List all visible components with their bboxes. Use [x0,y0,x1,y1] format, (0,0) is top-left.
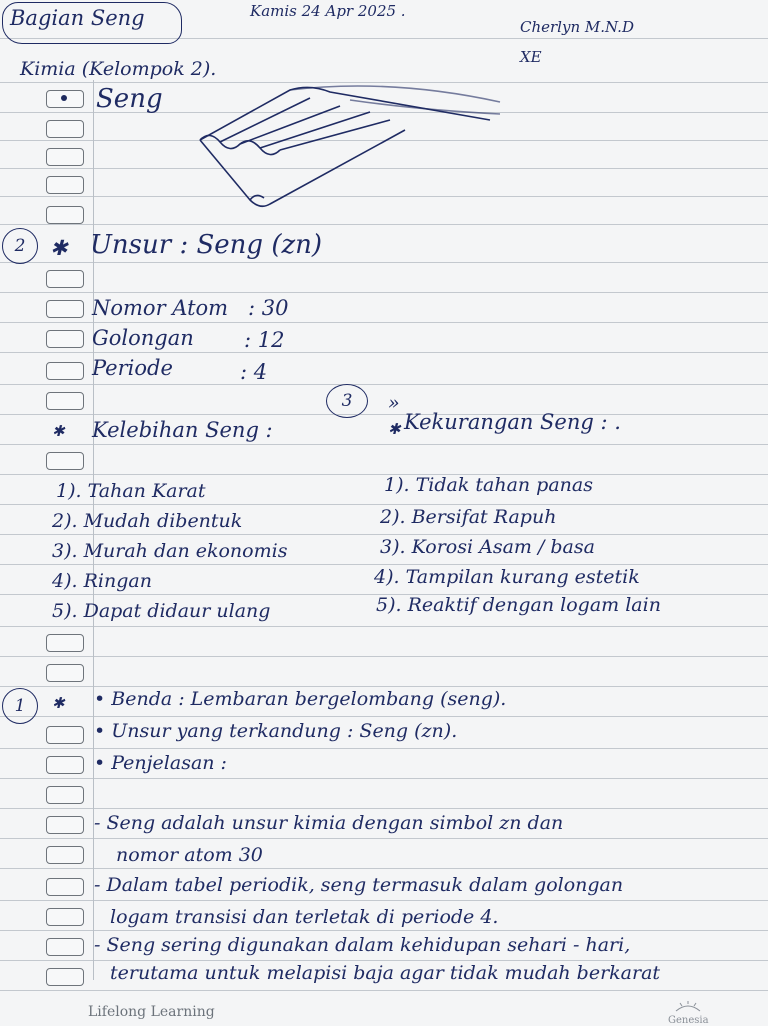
disadvantages-heading: Kekurangan Seng : . [404,410,621,434]
rule-line [0,262,768,263]
checkbox [46,392,84,410]
rule-line [0,868,768,869]
rule-line [0,930,768,931]
explanation-line: nomor atom 30 [116,844,263,866]
footer-logo-text: Genesia [668,1015,709,1026]
advantage-item: 3). Murah dan ekonomis [52,540,288,562]
explanation-line: - Seng adalah unsur kimia dengan simbol zn dan [94,812,564,834]
checkbox [46,908,84,926]
section3-arrow: » [388,392,400,414]
rule-line [0,444,768,445]
footer-logo [668,1000,709,1026]
rule-line [0,838,768,839]
section3-number-circle: 3 [326,384,368,418]
advantage-item: 2). Mudah dibentuk [52,510,243,532]
bullet-item: • Benda : Lembaran bergelombang (seng). [94,688,507,710]
checkbox [46,148,84,166]
advantage-item: 5). Dapat didaur ulang [52,600,271,622]
checkbox [46,938,84,956]
fact-label: Nomor Atom [92,296,229,320]
rule-line [0,900,768,901]
author-name: Cherlyn M.N.D [520,18,634,36]
section2-number-circle: 2 [2,228,38,264]
rule-line [0,656,768,657]
rule-line [0,504,768,505]
checkbox [46,878,84,896]
rule-line [0,748,768,749]
checkbox [46,664,84,682]
disadvantage-item: 3). Korosi Asam / basa [380,536,595,558]
rule-line [0,534,768,535]
disadvantage-item: 5). Reaktif dengan logam lain [376,594,661,616]
checkbox [46,816,84,834]
rule-line [0,352,768,353]
section2-heading: Unsur : Seng (zn) [90,230,323,260]
fact-value: : 12 [244,328,285,352]
checkbox [46,120,84,138]
class-label: XE [520,48,542,66]
checkbox [46,726,84,744]
checkbox [46,330,84,348]
rule-line [0,960,768,961]
bullet-item: • Penjelasan : [94,752,227,774]
section4-number-circle: 1 [2,688,38,724]
rule-line [0,292,768,293]
disadvantage-item: 1). Tidak tahan panas [384,474,593,496]
advantage-item: 4). Ringan [52,570,152,592]
advantages-heading: Kelebihan Seng : [92,418,273,442]
checkbox [46,786,84,804]
rule-line [0,384,768,385]
checkbox [46,968,84,986]
rule-line [0,716,768,717]
rule-line [0,778,768,779]
section3-star-icon: ✱ [52,422,65,440]
fact-value: : 4 [240,360,268,384]
fact-label: Golongan [92,326,194,350]
disadvantage-item: 2). Bersifat Rapuh [380,506,557,528]
rule-line [0,808,768,809]
footer-brand-text: Lifelong Learning [88,1004,215,1020]
disadvantage-item: 4). Tampilan kurang estetik [374,566,640,588]
section2-star-icon: ✱ [50,236,68,260]
checkbox [46,634,84,652]
bullet-item: • Unsur yang terkandung : Seng (zn). [94,720,458,742]
rule-line [0,564,768,565]
rule-line [0,626,768,627]
fact-label: Periode [92,356,173,380]
subject-heading: Kimia (Kelompok 2). [20,58,217,80]
rule-line [0,686,768,687]
section1-heading: Seng [96,84,163,114]
rule-line [0,322,768,323]
checkbox [46,452,84,470]
rule-line [0,414,768,415]
disadvantages-star-icon: ✱ [388,420,401,438]
rule-line [0,990,768,991]
checkbox [46,176,84,194]
checkbox [46,362,84,380]
checkbox [46,300,84,318]
explanation-line: - Seng sering digunakan dalam kehidupan sehari - hari, [94,934,631,956]
fact-value: : 30 [248,296,289,320]
explanation-line: - Dalam tabel periodik, seng termasuk dalam golongan [94,874,624,896]
explanation-line: terutama untuk melapisi baja agar tidak mudah berkarat [110,962,661,984]
advantage-item: 1). Tahan Karat [56,480,206,502]
page-title: Bagian Seng [10,6,145,30]
checkbox [46,206,84,224]
date: Kamis 24 Apr 2025 . [250,2,406,20]
checkbox [46,756,84,774]
checkbox [46,90,84,108]
section4-star-icon: ✱ [52,694,65,712]
explanation-line: logam transisi dan terletak di periode 4. [110,906,499,928]
rule-line [0,224,768,225]
checkbox [46,270,84,288]
sun-logo-icon [668,1000,708,1012]
checkbox [46,846,84,864]
corrugated-sheet-sketch [190,80,510,220]
